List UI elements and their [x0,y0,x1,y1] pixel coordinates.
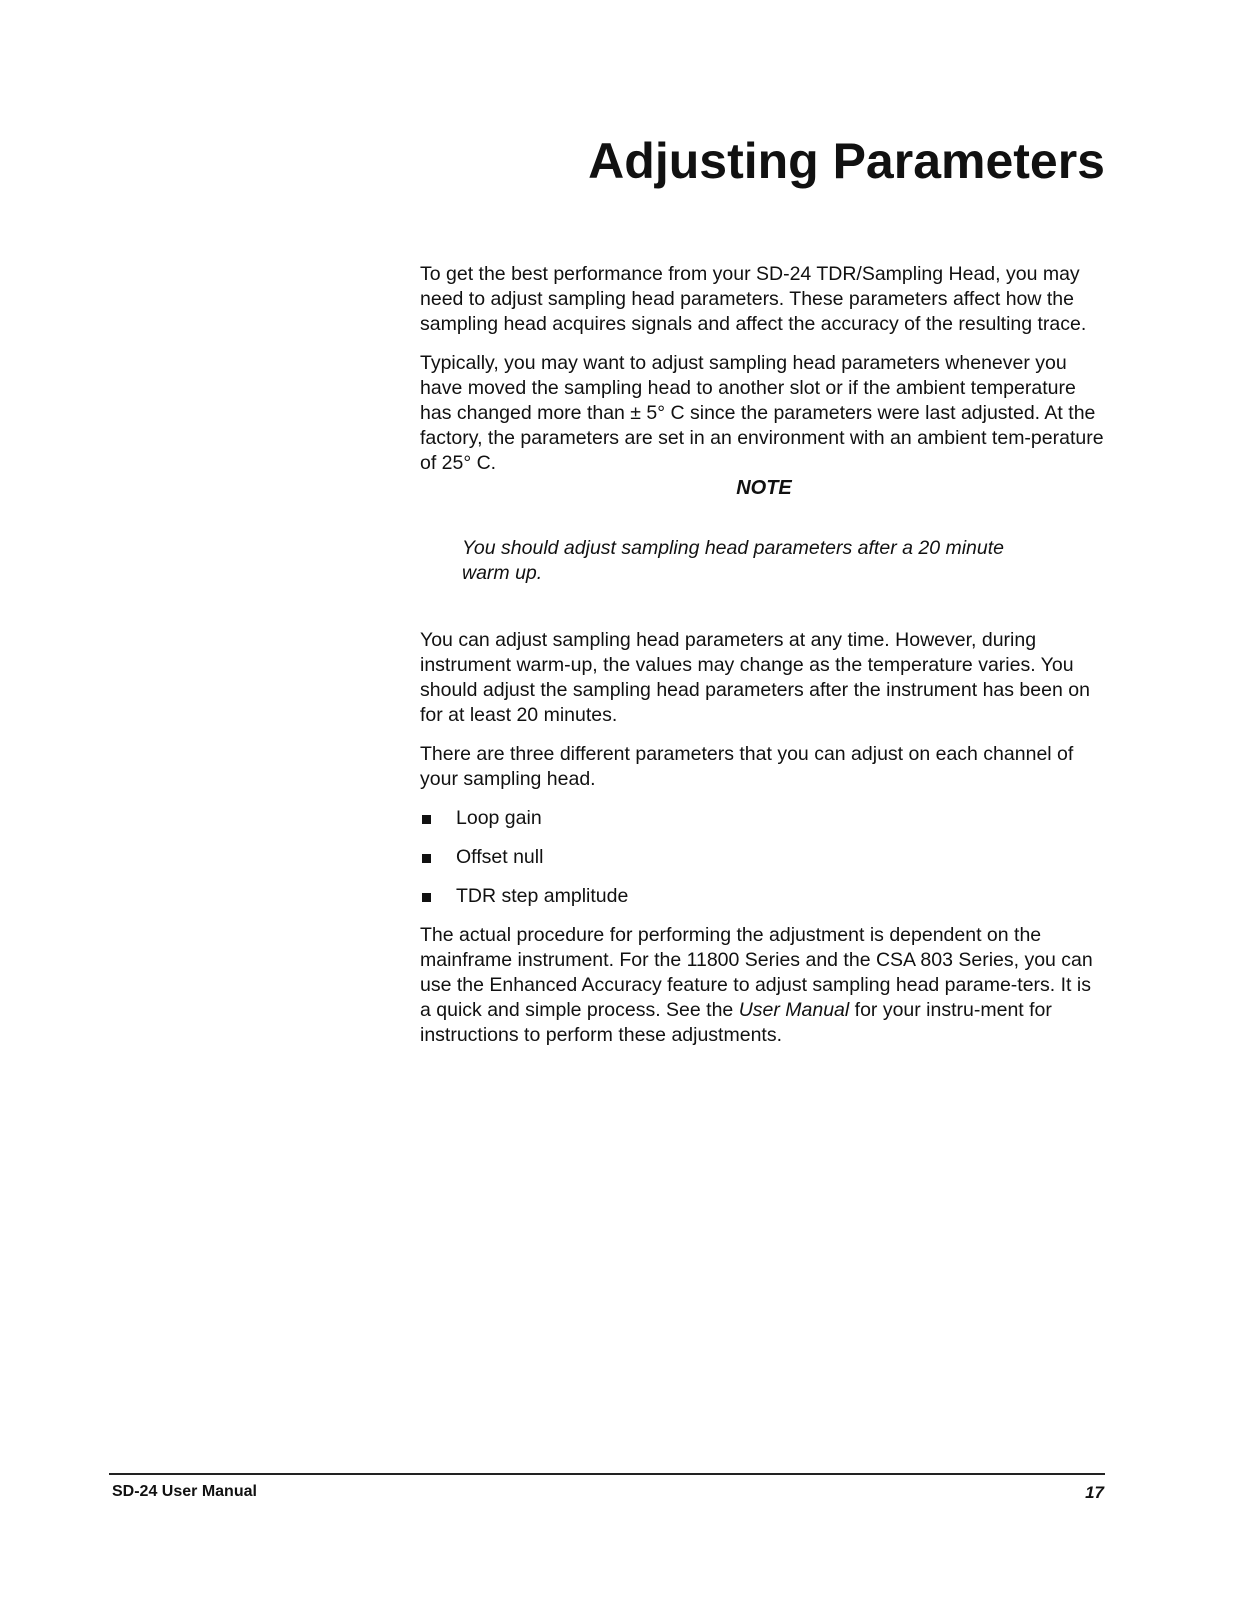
list-item [420,845,1104,870]
footer-page-number: 17 [1085,1483,1104,1502]
footer-manual-title: SD-24 User Manual [112,1483,257,1500]
parameter-list [420,806,1104,909]
intro-paragraph: To get the best performance from your SD-24 TDR/Sampling Head, you may need to adjust sampling head parameters. These parameters affect how the sampling head acquires signals and affect the accuracy of the resulting trace. [420,263,1087,335]
procedure-paragraph [420,923,1104,1048]
procedure-text-start: The actual procedure for performing the adjustment is dependent on the mainframe instrument. For the 11800 Series and the CSA 803 Series, you can use the Enhanced Accuracy feature to adjust sampling head parame-ters. It is a quick and simple process. See the [420,924,1093,1021]
body-content [420,262,1104,1048]
footer-divider [109,1473,1105,1475]
parameters-intro-paragraph: There are three different parameters that you can adjust on each channel of your sampling head. [420,743,1074,790]
user-manual-reference: User Manual [738,999,850,1021]
warmup-paragraph: You can adjust sampling head parameters at any time. However, during instrument warm-up, the values may change as the temperature varies. You should adjust the sampling head parameters after the instrument has been on for at least 20 minutes. [420,629,1090,726]
note-text: You should adjust sampling head parameters after a 20 minute warm up. [462,537,1005,584]
note-heading: NOTE [736,477,792,499]
list-item [420,806,1104,831]
list-item [420,884,1104,909]
bullet-square-icon [422,815,431,824]
adjustment-timing-paragraph: Typically, you may want to adjust sampling head parameters whenever you have moved the sampling head to another slot or if the ambient temperature has changed more than ± 5° C since the parameters were last adjusted. At the factory, the parameters are set in an environment with an ambient tem-perature of 25° C. [420,352,1104,474]
bullet-square-icon [422,854,431,863]
procedure-text-end: for your instru-ment for instructions to perform these adjustments. [420,999,1052,1046]
list-item-label: TDR step amplitude [456,885,629,907]
bullet-square-icon [422,893,431,902]
list-item-label: Offset null [456,846,544,868]
list-item-label: Loop gain [456,807,542,829]
page-title: Adjusting Parameters [588,133,1105,189]
